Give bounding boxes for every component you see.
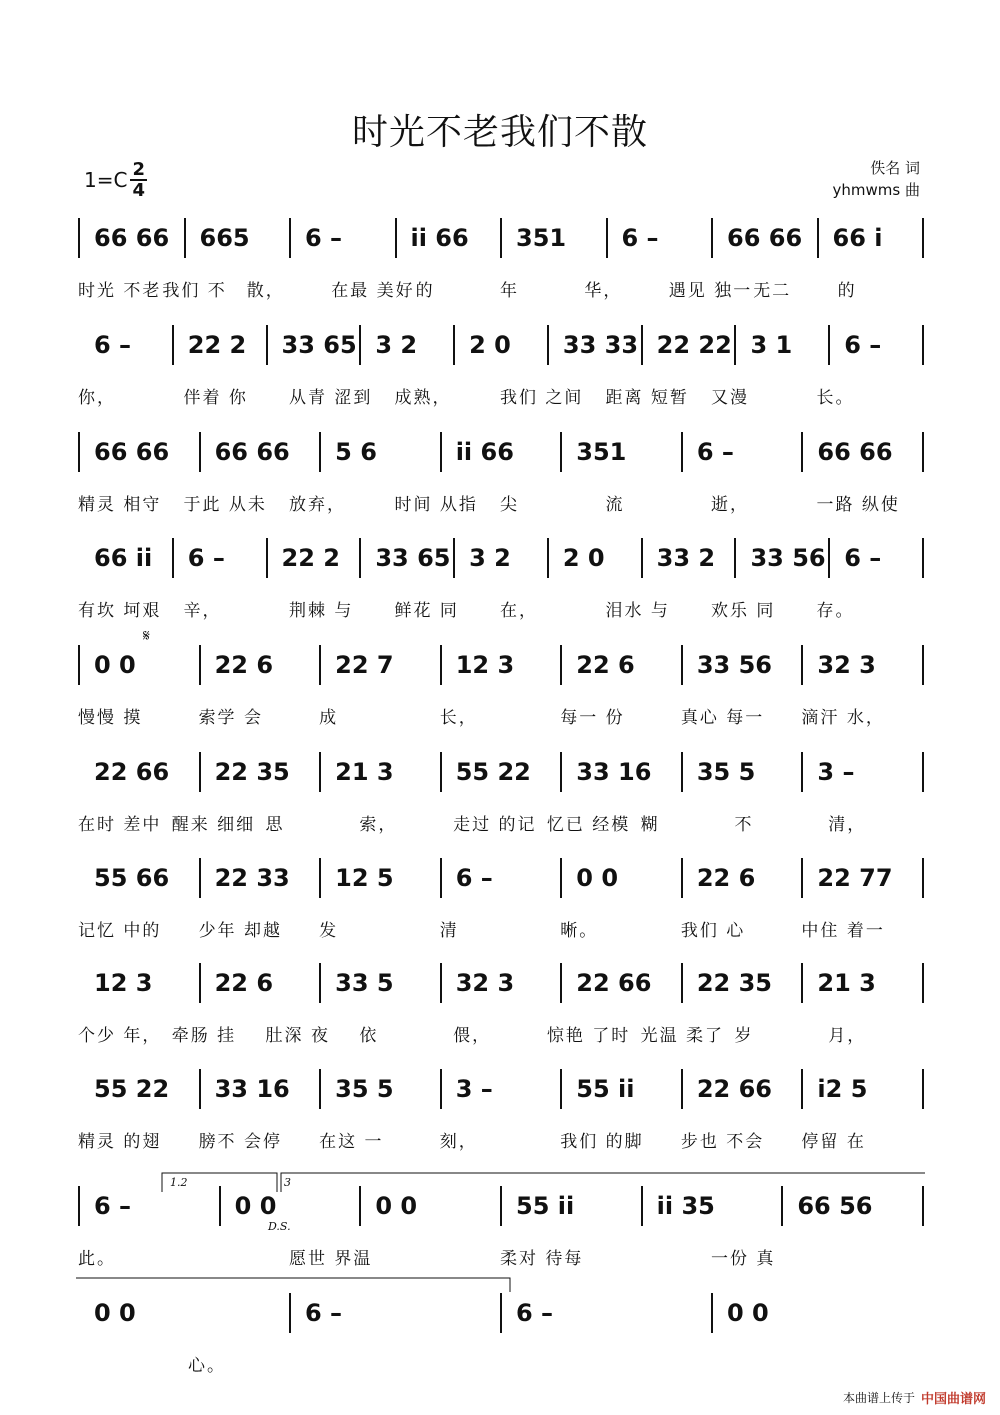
measure: 33 16 <box>576 758 652 786</box>
measure: 6 – <box>696 438 734 466</box>
measure: 2 0 <box>562 544 605 572</box>
measure: i̇2 5 <box>817 1075 868 1103</box>
lyric-fragment: 从青 涩到 <box>289 388 373 408</box>
lyric-fragment: 无二 <box>753 281 792 301</box>
measure: 33 33 <box>562 331 639 359</box>
measure: 32 3 <box>817 651 876 679</box>
measure: 6 – <box>844 544 882 572</box>
measure: 12 3 <box>94 969 153 997</box>
lyric-fragment: 流 <box>605 495 625 515</box>
lyric-fragment: 慢慢 摸 <box>78 708 143 728</box>
measure: 665 <box>199 224 250 252</box>
lyric-fragment: 惊艳 了时 <box>546 1026 631 1046</box>
lyric-fragment: 的 <box>837 281 857 301</box>
lyric-fragment: 发 <box>319 921 339 941</box>
lyric-fragment: 年 <box>500 281 519 301</box>
lyric-fragment: 刻， <box>439 1132 478 1152</box>
measure: 2 0 <box>469 331 511 359</box>
measure: 33 16 <box>214 1075 290 1103</box>
measure: 22 77 <box>817 864 893 892</box>
measure: 22 6 <box>214 651 274 679</box>
measure: 21 3 <box>335 758 394 786</box>
lyric-fragment: 精灵 的翅 <box>78 1132 162 1152</box>
ds-mark: D.S. <box>268 1220 291 1233</box>
footer-text: 本曲谱上传于 <box>842 1391 915 1405</box>
lyric-fragment: 索， <box>359 815 398 835</box>
lyric-fragment: 一路 纵使 <box>816 495 900 515</box>
lyric-fragment: 荆棘 与 <box>289 601 354 621</box>
measure: 33 65 <box>281 331 357 359</box>
lyric-fragment: 欢乐 同 <box>711 601 776 621</box>
lyric-fragment: 你， <box>78 388 116 408</box>
measure: 33 56 <box>750 544 826 572</box>
lyric-fragment: 愿世 界温 <box>289 1249 373 1269</box>
lyric-fragment: 伴着 你 <box>183 388 248 408</box>
lyric-fragment: 中住 着一 <box>801 921 885 941</box>
lyric-fragment: 滴汗 水， <box>801 708 885 728</box>
measure: 6 – <box>844 331 882 359</box>
measure: 0 0 <box>94 651 136 679</box>
lyric-fragment: 在最 美好 <box>331 281 415 301</box>
measure: 3 – <box>455 1075 493 1103</box>
lyric-fragment: 成熟， <box>394 388 452 408</box>
measure: 33 56 <box>696 651 772 679</box>
measure: 3 2 <box>375 331 418 359</box>
lyric-fragment: 我们 的脚 <box>560 1132 644 1152</box>
measure: 22 22 <box>656 331 732 359</box>
lyric-fragment: 糊 <box>640 815 660 835</box>
lyric-fragment: 思 <box>265 815 285 835</box>
measure: 6 – <box>516 1299 554 1327</box>
volta-1-2-label: 1.2 <box>170 1176 188 1189</box>
measure: 6 – <box>621 224 659 252</box>
measure: 55 i̇i̇ <box>516 1192 575 1220</box>
measure: 6 – <box>187 544 225 572</box>
measure: 351 <box>516 224 567 252</box>
lyricist: 佚名 词 <box>870 159 920 177</box>
lyric-fragment: 膀不 会停 <box>198 1132 282 1152</box>
lyric-fragment: 散， <box>246 281 285 301</box>
lyric-fragment: 有坎 坷艰 <box>78 601 162 621</box>
lyric-fragment: 于此 从未 <box>183 495 267 515</box>
lyric-fragment: 肚深 夜 <box>265 1026 330 1046</box>
time-denominator: 4 <box>132 180 145 201</box>
measure: 22 66 <box>94 758 170 786</box>
lyric-fragment: 每一 份 <box>560 708 625 728</box>
volta-3-label: 3 <box>284 1176 291 1189</box>
measure: 22 6 <box>576 651 635 679</box>
measure: 6 – <box>305 224 343 252</box>
measure: 55 22 <box>94 1075 170 1103</box>
lyric-fragment: 岁 <box>734 1026 754 1046</box>
lyric-fragment: 依 <box>359 1026 379 1046</box>
lyric-fragment: 精灵 相守 <box>78 495 162 515</box>
measure: 3 2 <box>469 544 511 572</box>
lyric-fragment: 距离 短暂 <box>605 388 689 408</box>
lyric-fragment: 牵肠 挂 <box>171 1026 237 1046</box>
lyric-fragment: 遇见 独一 <box>668 281 753 301</box>
measure: 66 i̇i̇ <box>94 544 153 572</box>
lyric-fragment: 一份 真 <box>711 1249 776 1269</box>
lyric-fragment: 光温 柔了 <box>640 1026 725 1046</box>
measure: 66 66 <box>817 438 893 466</box>
measure: 6 – <box>305 1299 343 1327</box>
measure: 22 35 <box>696 969 772 997</box>
measure: 66 66 <box>94 438 170 466</box>
lyric-fragment: 时光 不老 <box>78 281 162 301</box>
footer <box>843 1388 986 1407</box>
measure: 55 i̇i̇ <box>576 1075 635 1103</box>
key-label: 1=C <box>84 168 128 192</box>
lyric-fragment: 不 <box>734 815 754 835</box>
measure: 22 2 <box>281 544 340 572</box>
measure: 66 66 <box>94 224 170 252</box>
measure: 22 2 <box>187 331 247 359</box>
lyric-fragment: 少年 却越 <box>198 921 282 941</box>
time-numerator: 2 <box>132 159 145 180</box>
lyric-fragment: 清， <box>828 815 867 835</box>
measure: 55 66 <box>94 864 170 892</box>
lyric-fragment: 索学 会 <box>198 708 263 728</box>
measure: 66 66 <box>214 438 290 466</box>
measure: i̇i̇ 66 <box>455 438 514 466</box>
lyric-fragment: 步也 不会 <box>680 1132 765 1152</box>
measure: 22 7 <box>335 651 394 679</box>
measure: 35 5 <box>696 758 756 786</box>
measure: 66 56 <box>797 1192 873 1220</box>
measure: 55 22 <box>455 758 531 786</box>
lyric-fragment: 醒来 细细 <box>171 815 256 835</box>
lyric-fragment: 真心 每一 <box>680 708 765 728</box>
measure: 22 66 <box>696 1075 772 1103</box>
lyric-fragment: 在， <box>500 601 538 621</box>
lyric-fragment: 忆已 经模 <box>546 815 631 835</box>
lyric-fragment: 逝， <box>711 495 749 515</box>
lyric-fragment: 成 <box>319 708 339 728</box>
measure: 33 2 <box>656 544 716 572</box>
lyric-fragment: 鲜花 同 <box>394 601 459 621</box>
lyric-fragment: 尖 <box>500 495 519 515</box>
lyric-fragment: 清 <box>439 921 459 941</box>
measure: 0 0 <box>234 1192 277 1220</box>
lyric-fragment: 柔对 待每 <box>500 1249 584 1269</box>
lyric-fragment: 此。 <box>78 1249 116 1269</box>
measure: 66 i̇ <box>832 224 883 252</box>
measure: 35 5 <box>335 1075 394 1103</box>
measure: 22 35 <box>214 758 290 786</box>
measure: 22 33 <box>214 864 290 892</box>
measure: 21 3 <box>817 969 876 997</box>
lyric-fragment: 停留 在 <box>801 1132 866 1152</box>
lyric-fragment: 我们 之间 <box>500 388 584 408</box>
measure: 5 6 <box>335 438 377 466</box>
lyric-fragment: 的 <box>415 281 435 301</box>
segno-mark: 𝄋 <box>143 626 150 645</box>
composer: yhmwms 曲 <box>832 181 920 199</box>
measure: 0 0 <box>576 864 619 892</box>
lyric-fragment: 长。 <box>816 388 855 408</box>
lyric-fragment: 我们 心 <box>680 921 746 941</box>
lyric-fragment: 华， <box>584 281 623 301</box>
lyric-fragment: 时间 从指 <box>394 495 478 515</box>
lyric-fragment: 存。 <box>816 601 855 621</box>
measure: 6 – <box>94 1192 132 1220</box>
lyric-fragment: 我们 不 <box>162 281 227 301</box>
measure: 32 3 <box>455 969 515 997</box>
measure: i̇i̇ 35 <box>656 1192 715 1220</box>
page-title: 时光不老我们不散 <box>351 112 648 153</box>
measure: 22 66 <box>576 969 652 997</box>
measure: 6 – <box>94 331 132 359</box>
measure: 12 3 <box>455 651 515 679</box>
lyric-fragment: 记忆 中的 <box>78 921 162 941</box>
site-logo: 中国曲谱网 <box>920 1392 986 1407</box>
lyric-fragment: 长， <box>439 708 478 728</box>
lyric-fragment: 放弃， <box>289 495 346 515</box>
measure: 0 0 <box>727 1299 769 1327</box>
lyric-fragment: 偎， <box>453 1026 492 1046</box>
lyric-fragment: 辛， <box>183 601 222 621</box>
lyric-fragment: 晰。 <box>560 921 599 941</box>
measure: 22 6 <box>214 969 274 997</box>
lyric-fragment: 心。 <box>188 1356 226 1376</box>
measure: i̇i̇ 66 <box>410 224 469 252</box>
measure: 22 6 <box>696 864 756 892</box>
measure: 33 65 <box>375 544 451 572</box>
measure: 66 66 <box>727 224 803 252</box>
measure: 33 5 <box>335 969 394 997</box>
measure: 6 – <box>455 864 493 892</box>
measure: 351 <box>576 438 627 466</box>
measure: 3 1 <box>750 331 793 359</box>
measure: 12 5 <box>335 864 394 892</box>
lyric-fragment: 月， <box>828 1026 867 1046</box>
lyric-fragment: 个少 年， <box>78 1026 162 1046</box>
measure: 0 0 <box>375 1192 418 1220</box>
lyric-fragment: 又漫 <box>711 388 749 408</box>
lyric-fragment: 泪水 与 <box>605 601 670 621</box>
lyric-fragment: 在这 一 <box>319 1132 384 1152</box>
lyric-fragment: 走过 的记 <box>453 815 537 835</box>
measure: 3 – <box>817 758 855 786</box>
lyric-fragment: 在时 差中 <box>78 815 162 835</box>
measure: 0 0 <box>94 1299 136 1327</box>
